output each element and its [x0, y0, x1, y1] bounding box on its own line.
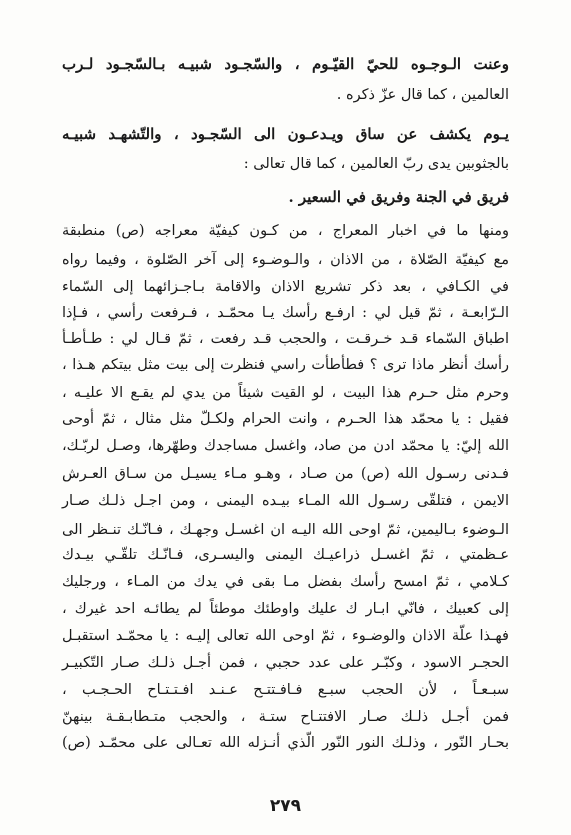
text-line: مع كيفيّة الصّلاة ، من الاذان ، والـوضـوء إلى آخر الصّلوة ، وفيما رواه [62, 252, 509, 268]
text-line: فهـذا علّة الاذان والوضـوء ، ثمّ اوحى الله تعالى إليـه : يا محمّـد استقبـل [62, 628, 509, 644]
text-line: فـدنى رسـول الله (ص) من صـاد ، وهـو مـاء يسيـل من سـاق العـرش [62, 466, 509, 482]
text-line: عـظمتي ، ثمّ اغسـل ذراعيـك اليمنى واليسـرى، فـانّـك تلقّـي بيـدك [62, 547, 509, 563]
text-line: الحجـر الاسود ، وكبّـر على عدد حجبي ، فمن أجـل ذلـك صـار التّكبيـر [62, 655, 509, 671]
text-line: ومنها ما في اخبار المعراج ، من كـون كيفيّة معراجه (ص) منطبقة [62, 223, 509, 239]
text-line: الـرّابعـة ، ثمّ قيل لي : ارفـع رأسك يـا محمّـد ، فـرفعت رأسي ، فـإذا [62, 305, 509, 321]
text-line: فقيل : يا محمّد هذا الحـرم ، وانت الحرام ولكـلّ مثل مثال ، ثمّ أوحى [62, 411, 509, 427]
text-line: الـوضوء بـاليمين، ثمّ اوحى الله اليـه ان اغسـل وجهـك ، فـانّـك تنـظر الى [62, 522, 509, 538]
text-line: إلى كعبيك ، فانّي ابـار ك عليك واوطئك موطئاً لم يطائـه احد غيرك ، [62, 601, 509, 617]
page-number: ٢٧٩ [269, 796, 302, 816]
text-line: فريق في الجنة وفريق في السعير . [288, 188, 509, 206]
text-line: رأسك أنظر ماذا ترى ؟ فطأطأت راسي فنظرت إلى بيت مثل بيتكم هـذا ، [62, 357, 509, 373]
text-line: بالجثوبين يدى ربّ العالمين ، كما قال تعالى : [243, 156, 509, 172]
text-line: العالمين ، كما قال عزّ ذكره . [336, 87, 509, 103]
text-line: وحرم مثل حـرم هذا البيت ، لو القيت شيئاً من يدي لم يقـع الا عليـه ، [62, 385, 509, 401]
text-line: سبـعـاً ، لأن الحجب سبـع فـافـتتـح عـنـد افـتـتـاح الحـجـب ، [62, 682, 509, 698]
text-line: الله إليّ: يا محمّد ادن من صاد، واغسل مساجدك وطهّرها، وصـل لربّـك، [62, 438, 509, 454]
text-line: يـوم يكشف عن ساق ويـدعـون الى السّجـود ، والتّشهـد شبيـه [62, 125, 509, 143]
text-line: كـلامي ، ثمّ امسح رأسك بفضل مـا بقى في يدك من المـاء ، ورجليك [62, 574, 509, 590]
text-line: فمن أجـل ذلـك صـار الافتتـاح ستـة ، والحجب متـطابـقـة بينهنّ [62, 709, 509, 725]
text-line: وعنت الـوجـوه للحيّ القيّـوم ، والسّجـود شبيـه بـالسّجـود لـرب [62, 55, 509, 73]
text-line: بحـار النّور ، وذلـك النور النّور الّذي أنـزله الله تعـالى على محمّـد (ص) [62, 735, 509, 751]
text-line: في الكـافي ، بعد ذكر تشريع الاذان والاقامة بـاجـزائهما إلى السّماء [62, 279, 509, 295]
text-line: الايمن ، فتلقّى رسـول الله المـاء بيـده اليمنى ، ومن اجـل ذلـك صـار [62, 493, 509, 509]
text-line: اطباق السّماء قـد خـرقـت ، والحجب قـد رفعت ، ثمّ قـال لي : طـأطـأ [62, 331, 509, 347]
